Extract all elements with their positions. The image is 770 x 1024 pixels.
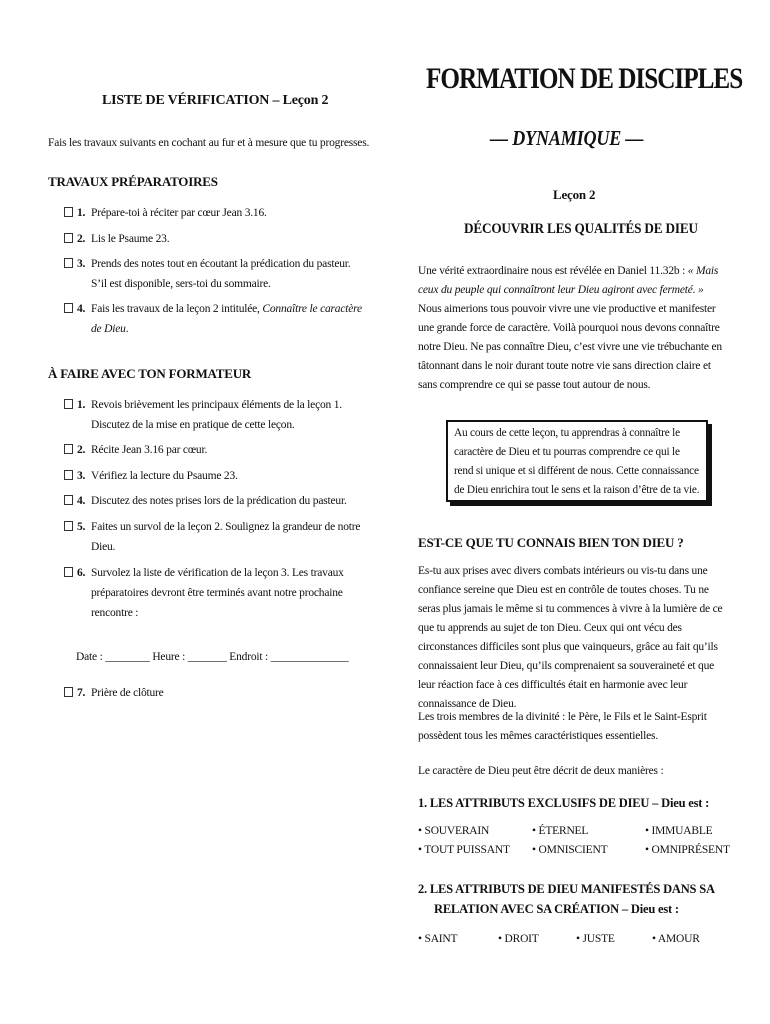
checklist-item[interactable]: 2. Récite Jean 3.16 par cœur. xyxy=(64,440,364,460)
lesson-label: Leçon 2 xyxy=(553,187,596,202)
attributes-exclusive-list xyxy=(418,822,728,862)
attribute-item: • JUSTE xyxy=(576,933,615,945)
question-heading: EST-CE QUE TU CONNAIS BIEN TON DIEU ? xyxy=(418,535,684,550)
checklist-item-text: Fais les travaux de la leçon 2 intitulée, Connaître le caractère de Dieu. xyxy=(91,303,362,335)
attributes-relational-heading: 2. LES ATTRIBUTS DE DIEU MANIFESTÉS DANS SA xyxy=(418,882,715,896)
checklist-item-text: Lis le Psaume 23. xyxy=(91,233,170,245)
checklist-item[interactable]: 5. Faites un survol de la leçon 2. Soulignez la grandeur de notre Dieu. xyxy=(64,517,364,557)
checkbox[interactable] xyxy=(64,207,73,217)
section-a-faire-avec-formateur: À FAIRE AVEC TON FORMATEUR xyxy=(48,366,252,381)
attribute-item: • OMNISCIENT xyxy=(532,844,608,856)
intro-paragraph: Une vérité extraordinaire nous est révélée en Daniel 11.32b : « Mais ceux du peuple qui connaîtront leur Dieu agiront avec fermeté. » Nous aimerions tous pouvoir vivre une vie productive et manifester une grande force de caractère. Voilà pourquoi nous devons connaître notre Dieu. Ne pas connaître Dieu, c’est vivre une vie trébuchante en tâtonnant dans le noir durant toute notre vie sans direction claire et sans comprendre ce qui se passe tout autour de nous. xyxy=(418,265,722,391)
checklist-item[interactable]: 4. Discutez des notes prises lors de la prédication du pasteur. xyxy=(64,491,364,511)
checklist-intro: Fais les travaux suivants en cochant au fur et à mesure que tu progresses. xyxy=(48,137,370,149)
attribute-item: • SOUVERAIN xyxy=(418,825,490,837)
attributes-exclusive-heading: 1. LES ATTRIBUTS EXCLUSIFS DE DIEU – Dieu est : xyxy=(418,796,710,810)
lesson-title: DÉCOUVRIR LES QUALITÉS DE DIEU xyxy=(464,221,698,237)
body-paragraph: Le caractère de Dieu peut être décrit de deux manières : xyxy=(418,765,664,777)
subtitle: — DYNAMIQUE — xyxy=(490,126,644,150)
checkbox[interactable] xyxy=(64,470,73,480)
checklist-item-text: Revois brièvement les principaux éléments de la leçon 1. Discutez de la mise en pratique de cette leçon. xyxy=(91,399,342,431)
attribute-item: • DROIT xyxy=(498,933,539,945)
body-paragraph: Es-tu aux prises avec divers combats intérieurs ou vis-tu dans une confiance sereine que Dieu est en contrôle de toutes choses. Tu ne seras plus jamais le même si tu commences à vivre à la lumière de ce que tu apprends au sujet de ton Dieu. Ceux qui ont vécu des circonstances difficiles sont plus que vainqueurs, grâce au fait qu’ils connaissaient leur Dieu, qu’ils comprenaient sa souveraineté et que leur réaction face à ces difficultés était en harmonie avec leur connaissance de Dieu. xyxy=(418,565,723,710)
checkbox[interactable] xyxy=(64,687,73,697)
checklist-title: LISTE DE VÉRIFICATION – Leçon 2 xyxy=(102,93,329,108)
checklist-item[interactable]: 3. Vérifiez la lecture du Psaume 23. xyxy=(64,466,364,486)
checklist-item[interactable]: 4. Fais les travaux de la leçon 2 intitulée, Connaître le caractère de Dieu. xyxy=(64,299,364,339)
attribute-item: • ÉTERNEL xyxy=(532,825,589,837)
attribute-item: • AMOUR xyxy=(652,933,700,945)
checkbox[interactable] xyxy=(64,444,73,454)
attributes-relational-heading-line2: RELATION AVEC SA CRÉATION – Dieu est : xyxy=(434,902,679,916)
lesson-goal-box: Au cours de cette leçon, tu apprendras à connaître le caractère de Dieu et tu pourras comprendre ce qui le rend si unique et si différent de nous. Cette connaissance de Dieu enrichira tout le sens et la raison d’être de ta vie. xyxy=(446,420,708,502)
checkbox[interactable] xyxy=(64,567,73,577)
checkbox[interactable] xyxy=(64,399,73,409)
attribute-item: • TOUT PUISSANT xyxy=(418,844,510,856)
checklist-item[interactable]: 2. Lis le Psaume 23. xyxy=(64,229,364,249)
attribute-item: • OMNIPRÉSENT xyxy=(645,844,730,856)
checklist-item-text: Survolez la liste de vérification de la leçon 3. Les travaux préparatoires devront être terminés avant notre prochaine rencontre : xyxy=(91,567,344,619)
checklist-item-text: Faites un survol de la leçon 2. Soulignez la grandeur de notre Dieu. xyxy=(91,521,361,553)
checkbox[interactable] xyxy=(64,233,73,243)
main-title: FORMATION DE DISCIPLES xyxy=(426,62,743,95)
checklist-item[interactable]: 1. Revois brièvement les principaux éléments de la leçon 1. Discutez de la mise en pratique de cette leçon. xyxy=(64,395,364,435)
attribute-item: • IMMUABLE xyxy=(645,825,713,837)
date-time-place-line: Date : ________ Heure : _______ Endroit : ______________ xyxy=(76,651,349,663)
checklist-item[interactable]: 6. Survolez la liste de vérification de la leçon 3. Les travaux préparatoires devront être terminés avant notre prochaine rencontre : xyxy=(64,563,364,623)
checkbox[interactable] xyxy=(64,258,73,268)
body-paragraph: Les trois membres de la divinité : le Père, le Fils et le Saint-Esprit possèdent tous les mêmes caractéristiques essentielles. xyxy=(418,711,707,742)
checklist-item[interactable]: 3. Prends des notes tout en écoutant la prédication du pasteur. S’il est disponible, sers-toi du sommaire. xyxy=(64,254,364,294)
attributes-relational-list xyxy=(418,930,728,950)
checkbox[interactable] xyxy=(64,521,73,531)
checklist-item-text: Prépare-toi à réciter par cœur Jean 3.16. xyxy=(91,207,267,219)
checklist-item-text: Prière de clôture xyxy=(91,687,164,699)
checklist-item-text: Récite Jean 3.16 par cœur. xyxy=(91,444,208,456)
section-travaux-preparatoires: TRAVAUX PRÉPARATOIRES xyxy=(48,174,218,189)
checklist-item-text: Prends des notes tout en écoutant la prédication du pasteur. S’il est disponible, sers-toi du sommaire. xyxy=(91,258,351,290)
checklist-item-text: Discutez des notes prises lors de la prédication du pasteur. xyxy=(91,495,347,507)
checklist-item-text: Vérifiez la lecture du Psaume 23. xyxy=(91,470,238,482)
checklist-item[interactable]: 7. Prière de clôture xyxy=(64,683,364,703)
checkbox[interactable] xyxy=(64,303,73,313)
attribute-item: • SAINT xyxy=(418,933,458,945)
checkbox[interactable] xyxy=(64,495,73,505)
checklist-item[interactable]: 1. Prépare-toi à réciter par cœur Jean 3.16. xyxy=(64,203,364,223)
